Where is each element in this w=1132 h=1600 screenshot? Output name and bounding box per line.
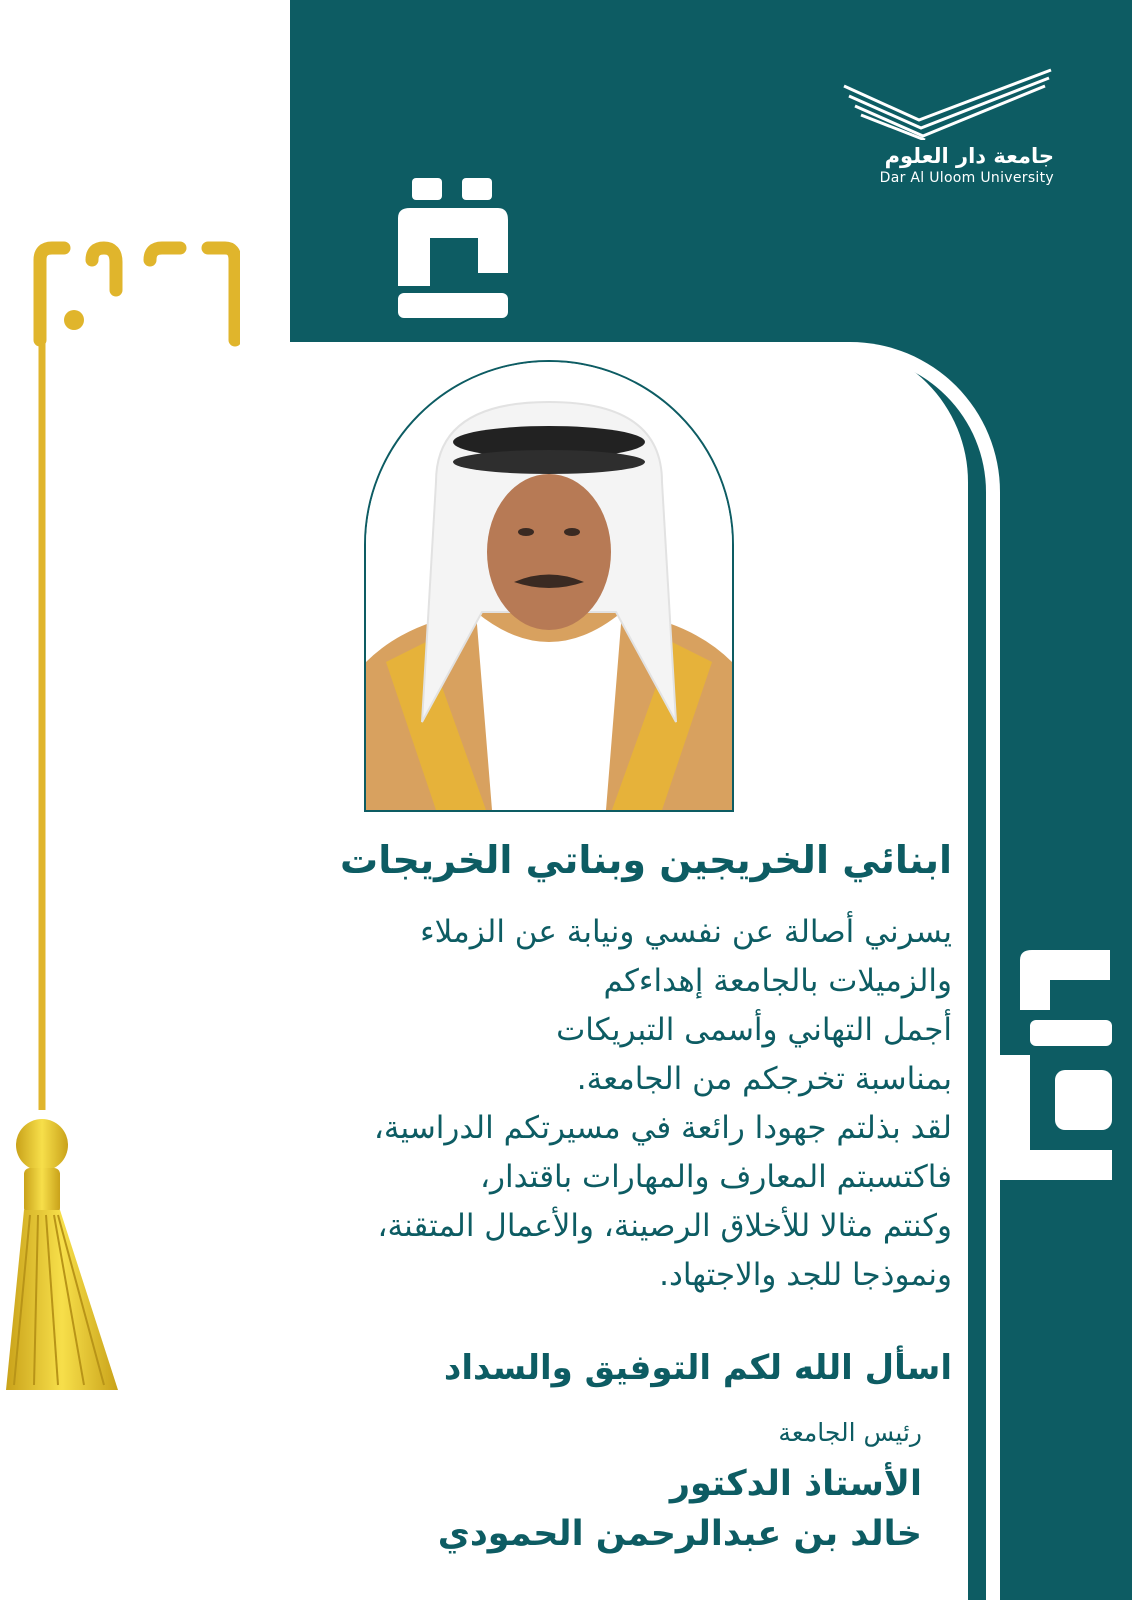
message-line: بمناسبة تخرجكم من الجامعة.	[576, 1061, 952, 1097]
message-line: وكنتم مثالا للأخلاق الرصينة، والأعمال المتقنة،	[377, 1208, 952, 1244]
message-line: ونموذجا للجد والاجتهاد.	[659, 1257, 952, 1293]
university-name-english: Dar Al Uloom University	[879, 170, 1054, 186]
message-heading: ابنائي الخريجين وبناتي الخريجات	[340, 838, 952, 882]
message-line: أجمل التهاني وأسمى التبريكات	[556, 1012, 952, 1048]
university-name-arabic: جامعة دار العلوم	[884, 144, 1054, 168]
congratulations-calligraphy-top	[398, 178, 508, 318]
graduation-tassel	[0, 330, 140, 1420]
portrait-illustration	[366, 362, 732, 810]
message-line: يسرني أصالة عن نفسي ونيابة عن الزملاء	[420, 914, 952, 950]
university-logo	[824, 68, 1054, 186]
message-body	[260, 908, 952, 1300]
message-line: فاكتسبتم المعارف والمهارات باقتدار،	[480, 1159, 952, 1195]
congratulations-calligraphy-side	[1000, 950, 1112, 1180]
university-logo-mark-icon	[839, 68, 1054, 140]
signature-title: رئيس الجامعة	[778, 1418, 922, 1447]
signature-rank: الأستاذ الدكتور	[669, 1464, 922, 1504]
president-portrait	[364, 360, 734, 812]
signature-name: خالد بن عبدالرحمن الحمودي	[437, 1514, 922, 1554]
closing-wish: اسأل الله لكم التوفيق والسداد	[443, 1348, 952, 1388]
message-line: لقد بذلتم جهودا رائعة في مسيرتكم الدراسية،	[373, 1110, 952, 1146]
message-line: والزميلات بالجامعة إهداءكم	[603, 963, 952, 999]
